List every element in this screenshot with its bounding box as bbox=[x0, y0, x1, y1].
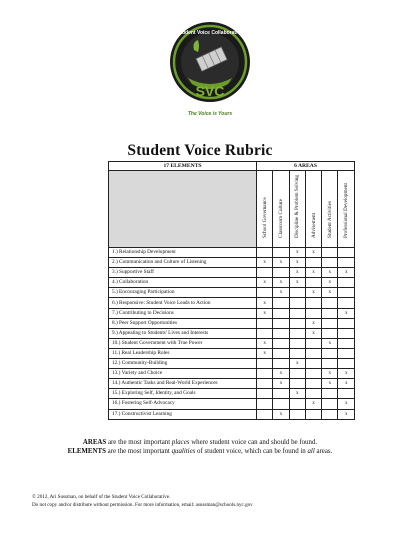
mark-cell bbox=[257, 399, 273, 409]
element-label: 11.) Real Leadership Roles bbox=[109, 348, 257, 358]
mark-cell bbox=[338, 389, 355, 399]
mark-cell bbox=[289, 318, 305, 328]
mark-cell bbox=[273, 399, 289, 409]
area-header bbox=[322, 171, 338, 248]
logo-badge-text: SVC bbox=[195, 83, 225, 99]
logo-tagline: The Voice is Yours bbox=[187, 111, 233, 117]
mark-cell bbox=[289, 288, 305, 298]
mark-cell: x bbox=[322, 288, 338, 298]
mark-cell bbox=[257, 369, 273, 379]
mark-cell: x bbox=[289, 258, 305, 268]
mark-cell bbox=[289, 338, 305, 348]
mark-cell bbox=[273, 308, 289, 318]
table-row bbox=[109, 288, 355, 298]
mark-cell bbox=[338, 298, 355, 308]
mark-cell bbox=[338, 318, 355, 328]
mark-cell bbox=[257, 328, 273, 338]
copyright-footer bbox=[32, 494, 253, 509]
element-label: 6.) Responsive: Student Voice Leads to Action bbox=[109, 298, 257, 308]
mark-cell bbox=[289, 308, 305, 318]
note-line-areas: AREAS are the most important places where student voice can and should be found. bbox=[82, 439, 318, 446]
table-row bbox=[109, 248, 355, 258]
element-label: 12.) Community-Building bbox=[109, 359, 257, 369]
area-label: Advisement bbox=[310, 212, 317, 238]
mark-cell: x bbox=[289, 389, 305, 399]
mark-cell bbox=[305, 278, 321, 288]
mark-cell bbox=[289, 369, 305, 379]
table-row bbox=[109, 328, 355, 338]
mark-cell bbox=[338, 288, 355, 298]
mark-cell bbox=[257, 248, 273, 258]
elements-header: 17 ELEMENTS bbox=[109, 162, 257, 171]
mark-cell bbox=[289, 409, 305, 419]
element-label: 15.) Exploring Self, Identity, and Goals bbox=[109, 389, 257, 399]
mark-cell bbox=[305, 369, 321, 379]
mark-cell bbox=[305, 348, 321, 358]
element-label: 14.) Authentic Tasks and Real-World Experiences bbox=[109, 379, 257, 389]
mark-cell: x bbox=[273, 288, 289, 298]
permission-line: Do not copy and/or distribute without permission. For more information, email: asussman@schools.nyc.gov bbox=[32, 501, 253, 508]
table-row bbox=[109, 409, 355, 419]
table-row bbox=[109, 318, 355, 328]
mark-cell bbox=[322, 409, 338, 419]
mark-cell bbox=[338, 248, 355, 258]
mark-cell bbox=[273, 389, 289, 399]
mark-cell bbox=[322, 399, 338, 409]
element-label: 9.) Appealing to Students' Lives and Interests bbox=[109, 328, 257, 338]
mark-cell bbox=[257, 268, 273, 278]
mark-cell bbox=[273, 318, 289, 328]
mark-cell bbox=[338, 258, 355, 268]
mark-cell: x bbox=[322, 268, 338, 278]
mark-cell bbox=[305, 258, 321, 268]
mark-cell: x bbox=[257, 258, 273, 268]
table-row bbox=[109, 268, 355, 278]
mark-cell: x bbox=[273, 369, 289, 379]
area-header bbox=[257, 171, 273, 248]
mark-cell: x bbox=[338, 308, 355, 318]
mark-cell bbox=[322, 348, 338, 358]
mark-cell bbox=[305, 379, 321, 389]
mark-cell: x bbox=[273, 379, 289, 389]
legend-note bbox=[0, 438, 400, 456]
table-row bbox=[109, 399, 355, 409]
mark-cell bbox=[305, 359, 321, 369]
element-label: 5.) Encouraging Participation bbox=[109, 288, 257, 298]
mark-cell bbox=[305, 308, 321, 318]
svc-logo bbox=[168, 20, 252, 120]
mark-cell: x bbox=[322, 278, 338, 288]
area-label: Classroom Culture bbox=[277, 198, 284, 238]
area-label: Student Activities bbox=[326, 200, 333, 238]
mark-cell bbox=[273, 298, 289, 308]
table-row bbox=[109, 389, 355, 399]
rubric-table bbox=[108, 161, 355, 420]
mark-cell: x bbox=[289, 248, 305, 258]
mark-cell bbox=[257, 318, 273, 328]
area-header bbox=[289, 171, 305, 248]
mark-cell: x bbox=[338, 268, 355, 278]
table-row bbox=[109, 348, 355, 358]
mark-cell bbox=[305, 338, 321, 348]
mark-cell bbox=[273, 268, 289, 278]
mark-cell bbox=[273, 338, 289, 348]
table-row bbox=[109, 298, 355, 308]
mark-cell: x bbox=[322, 369, 338, 379]
mark-cell: x bbox=[305, 399, 321, 409]
mark-cell: x bbox=[257, 278, 273, 288]
area-label: Discipline & Problem Solving bbox=[294, 175, 301, 238]
element-label: 13.) Variety and Choice bbox=[109, 369, 257, 379]
mark-cell bbox=[322, 308, 338, 318]
mark-cell bbox=[338, 338, 355, 348]
mark-cell: x bbox=[322, 338, 338, 348]
mark-cell: x bbox=[273, 258, 289, 268]
mark-cell bbox=[273, 348, 289, 358]
element-label: 2.) Communication and Culture of Listening bbox=[109, 258, 257, 268]
mark-cell: x bbox=[257, 298, 273, 308]
mark-cell: x bbox=[305, 318, 321, 328]
element-label: 17.) Constructivist Learning bbox=[109, 409, 257, 419]
copyright-line: © 2012, Ari Sussman, on behalf of the Student Voice Collaborative. bbox=[32, 494, 171, 500]
mark-cell bbox=[289, 399, 305, 409]
mark-cell bbox=[273, 248, 289, 258]
mark-cell: x bbox=[305, 268, 321, 278]
mark-cell: x bbox=[289, 359, 305, 369]
mark-cell: x bbox=[257, 348, 273, 358]
element-label: 16.) Fostering Self-Advocacy bbox=[109, 399, 257, 409]
element-label: 3.) Supportive Staff bbox=[109, 268, 257, 278]
table-row bbox=[109, 338, 355, 348]
note-line-elements: ELEMENTS are the most important qualities of student voice, which can be found in all areas. bbox=[67, 448, 333, 455]
mark-cell bbox=[257, 409, 273, 419]
mark-cell bbox=[305, 389, 321, 399]
areas-header: 6 AREAS bbox=[257, 162, 355, 171]
mark-cell: x bbox=[322, 379, 338, 389]
element-label: 4.) Collaboration bbox=[109, 278, 257, 288]
mark-cell bbox=[338, 359, 355, 369]
mark-cell bbox=[322, 389, 338, 399]
mark-cell bbox=[322, 359, 338, 369]
logo-arc-text: Student Voice Collaborative bbox=[176, 30, 244, 36]
mark-cell bbox=[338, 328, 355, 338]
mark-cell bbox=[289, 348, 305, 358]
mark-cell: x bbox=[289, 278, 305, 288]
mark-cell bbox=[322, 328, 338, 338]
element-label: 8.) Peer Support Opportunities bbox=[109, 318, 257, 328]
mark-cell bbox=[305, 298, 321, 308]
mark-cell bbox=[289, 379, 305, 389]
shaded-cell bbox=[109, 171, 257, 248]
mark-cell bbox=[289, 298, 305, 308]
table-row bbox=[109, 379, 355, 389]
element-label: 7.) Contributing to Decisions bbox=[109, 308, 257, 318]
mark-cell bbox=[338, 348, 355, 358]
mark-cell: x bbox=[338, 409, 355, 419]
mark-cell bbox=[257, 288, 273, 298]
mark-cell: x bbox=[338, 379, 355, 389]
mark-cell bbox=[322, 318, 338, 328]
table-row bbox=[109, 369, 355, 379]
area-label: Professional Development bbox=[343, 183, 350, 238]
mark-cell bbox=[289, 328, 305, 338]
area-header bbox=[273, 171, 289, 248]
mark-cell: x bbox=[305, 328, 321, 338]
mark-cell: x bbox=[257, 338, 273, 348]
element-label: 1.) Relationship Development bbox=[109, 248, 257, 258]
area-header bbox=[338, 171, 355, 248]
mark-cell bbox=[257, 389, 273, 399]
mark-cell: x bbox=[305, 248, 321, 258]
mark-cell bbox=[305, 409, 321, 419]
mark-cell bbox=[257, 379, 273, 389]
table-row bbox=[109, 308, 355, 318]
table-row bbox=[109, 258, 355, 268]
mark-cell bbox=[322, 258, 338, 268]
table-row bbox=[109, 359, 355, 369]
mark-cell: x bbox=[289, 268, 305, 278]
mark-cell: x bbox=[338, 399, 355, 409]
mark-cell bbox=[273, 359, 289, 369]
mark-cell bbox=[322, 248, 338, 258]
mark-cell bbox=[322, 298, 338, 308]
area-label: School Governance bbox=[261, 197, 268, 238]
area-header bbox=[305, 171, 321, 248]
mark-cell: x bbox=[273, 409, 289, 419]
element-label: 10.) Student Government with True Power bbox=[109, 338, 257, 348]
mark-cell bbox=[338, 278, 355, 288]
mark-cell: x bbox=[338, 369, 355, 379]
table-row bbox=[109, 278, 355, 288]
mark-cell: x bbox=[305, 288, 321, 298]
mark-cell: x bbox=[257, 308, 273, 318]
mark-cell: x bbox=[273, 278, 289, 288]
page-title: Student Voice Rubric bbox=[127, 142, 273, 159]
mark-cell bbox=[273, 328, 289, 338]
mark-cell bbox=[257, 359, 273, 369]
